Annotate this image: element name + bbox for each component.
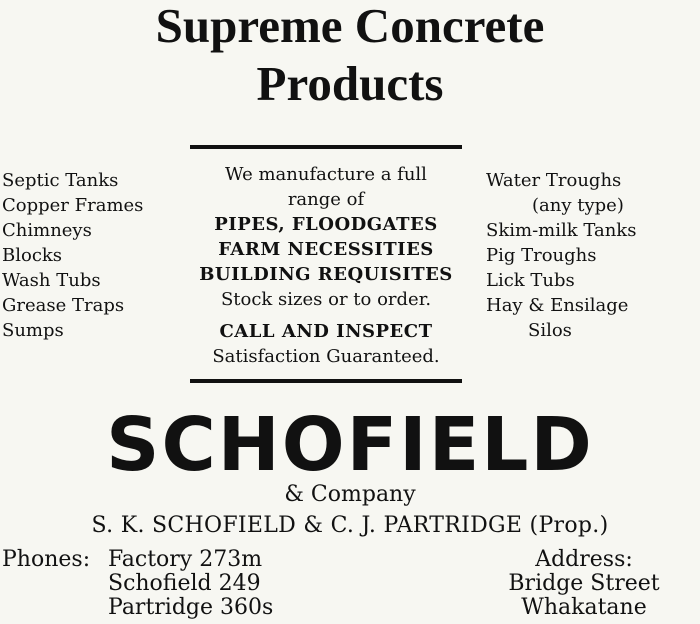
proprietors: S. K. SCHOFIELD & C. J. PARTRIDGE (Prop.) (91, 513, 609, 538)
guarantee-line: Satisfaction Guaranteed. (212, 346, 440, 367)
center-call-block (188, 319, 464, 369)
headline-line-1: Supreme Concrete (155, 0, 545, 53)
bottom-divider (190, 379, 462, 383)
caps-line-farm: FARM NECESSITIES (218, 239, 434, 260)
brand-name: SCHOFIELD (106, 402, 594, 488)
list-item: Blocks (2, 245, 63, 266)
address-label: Address: (535, 547, 633, 572)
list-item: Copper Frames (2, 195, 144, 216)
phones-block (2, 548, 273, 620)
intro-line-2: range of (287, 189, 365, 210)
list-item: (any type) (532, 195, 624, 216)
intro-line-1: We manufacture a full (225, 164, 427, 185)
stock-line: Stock sizes or to order. (220, 289, 432, 310)
list-item: Sumps (2, 320, 64, 341)
list-item: Silos (528, 320, 572, 341)
list-item: Chimneys (2, 220, 92, 241)
list-item: Water Troughs (486, 170, 622, 191)
top-divider (190, 145, 462, 149)
headline-line-2: Products (256, 56, 444, 111)
list-item: Grease Traps (2, 295, 125, 316)
list-item: Hay & Ensilage (486, 295, 629, 316)
right-product-list (486, 168, 636, 343)
list-item: Pig Troughs (486, 245, 597, 266)
address-town: Whakatane (521, 595, 647, 620)
list-item: Septic Tanks (2, 170, 119, 191)
list-item: Lick Tubs (486, 270, 575, 291)
caps-line-building: BUILDING REQUISITES (199, 264, 453, 285)
call-line: CALL AND INSPECT (219, 321, 433, 342)
caps-line-pipes: PIPES, FLOODGATES (214, 214, 438, 235)
address-street: Bridge Street (508, 571, 660, 596)
phone-schofield: Schofield 249 (108, 571, 261, 596)
list-item: Wash Tubs (2, 270, 101, 291)
address-block (496, 548, 672, 620)
center-text (188, 162, 464, 312)
phone-factory: Factory 273m (108, 547, 263, 572)
phones-label: Phones: (2, 547, 91, 572)
list-item: Skim-milk Tanks (486, 220, 637, 241)
left-product-list (2, 168, 143, 343)
company-suffix: & Company (284, 482, 416, 507)
phone-partridge: Partridge 360s (108, 595, 274, 620)
